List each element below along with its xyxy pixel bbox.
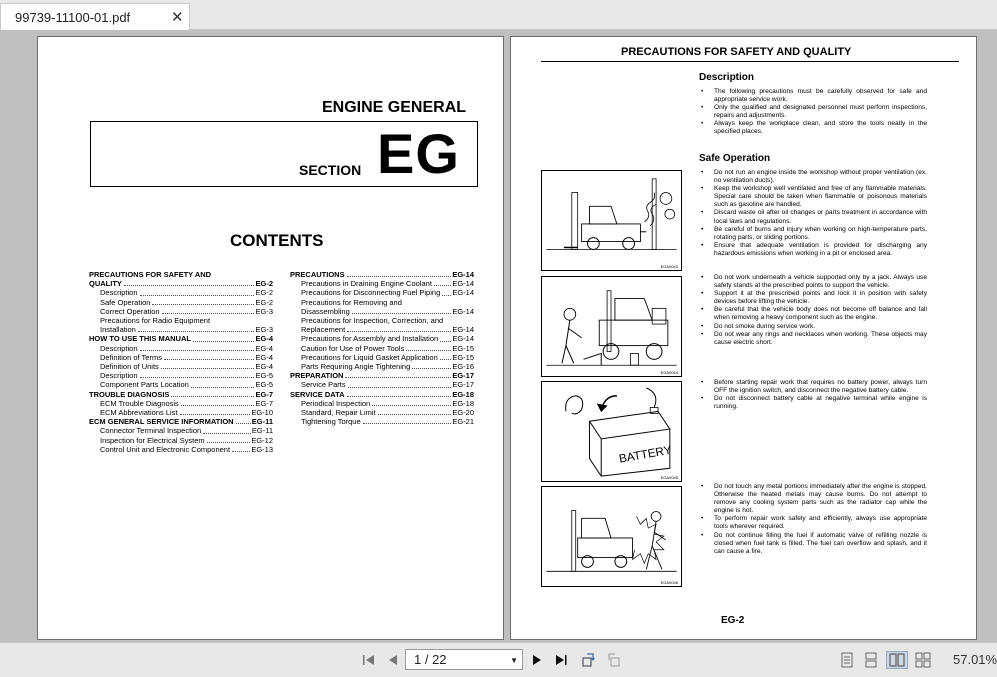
- last-page-icon[interactable]: [552, 651, 570, 669]
- bullet-icon: •: [701, 306, 704, 314]
- previous-page-icon[interactable]: [384, 651, 402, 669]
- figure-code: EGA0045: [660, 475, 678, 480]
- toc-entry-page: EG-14: [452, 270, 474, 279]
- toc-entry[interactable]: [89, 334, 273, 343]
- toc-entry-title: Precautions for Inspection, Correction, and: [301, 316, 444, 326]
- toc-entry[interactable]: [290, 307, 474, 316]
- toc-entry-page: EG-18: [452, 389, 474, 399]
- toc-entry-title: Precautions for Liquid Gasket Application: [301, 352, 438, 362]
- bullet-text: Keep the workshop well ventilated and free of any flammable materials. Special care should be taken when flammable or poisonous materials such as gasoline are handled.: [714, 185, 927, 209]
- toc-entry-page: EG-18: [452, 398, 474, 408]
- battery-label: BATTERY: [618, 443, 673, 466]
- toc-entry-title: ECM Abbreviations List: [100, 408, 178, 418]
- toc-entry[interactable]: [89, 344, 273, 353]
- bullet-item: [701, 88, 927, 104]
- toc-leader-dots: [440, 341, 451, 342]
- toc-leader-dots: [124, 285, 255, 286]
- safe-operation-heading: Safe Operation: [699, 153, 771, 164]
- toc-leader-dots: [236, 423, 251, 424]
- contents-heading: CONTENTS: [230, 231, 324, 250]
- toc-leader-dots: [347, 276, 452, 277]
- bullet-text: To perform repair work safely and efficiently, always use appropriate tools wherever required.: [714, 515, 927, 531]
- bullet-text: Do not continue filling the fuel if automatic valve of refilling nozzle is closed when fuel tank is filled. The fuel can overflow and splash, and it can cause a fire.: [714, 531, 927, 555]
- toc-entry-title: Precautions for Disconnecting Fuel Piping: [301, 288, 441, 298]
- two-page-view-icon[interactable]: [886, 651, 908, 669]
- bullet-text: Do not disconnect battery cable at negative terminal while engine is running.: [714, 395, 927, 411]
- toc-entry[interactable]: [89, 417, 273, 426]
- toc-entry-title: Definition of Units: [100, 362, 159, 372]
- bullet-item: [701, 379, 927, 395]
- toc-entry-title: Precautions for Removing and: [301, 297, 402, 307]
- toc-leader-dots: [191, 387, 255, 388]
- toc-leader-dots: [442, 295, 451, 296]
- toc-entry-title: Component Parts Location: [100, 380, 189, 390]
- toc-leader-dots: [140, 377, 255, 378]
- toc-entry-page: EG-7: [255, 398, 273, 408]
- toc-entry-title: Disassembling: [301, 306, 350, 316]
- toc-leader-dots: [162, 313, 255, 314]
- first-page-icon[interactable]: [360, 651, 378, 669]
- toc-entry-title: ECM Trouble Diagnosis: [100, 398, 179, 408]
- toc-leader-dots: [203, 433, 251, 434]
- bullet-icon: •: [701, 515, 704, 523]
- figure-code: EGA0044: [660, 370, 678, 375]
- toc-entry-title: PRECAUTIONS FOR SAFETY AND: [89, 270, 212, 279]
- toc-entry-title: PRECAUTIONS: [290, 270, 345, 279]
- bullet-icon: •: [701, 322, 704, 330]
- bullet-icon: •: [701, 225, 704, 233]
- toc-entry-page: EG-2: [255, 288, 273, 298]
- single-page-view-icon[interactable]: [838, 651, 856, 669]
- toc-entry-page: EG-12: [251, 435, 273, 445]
- bullet-icon: •: [701, 120, 704, 128]
- toc-entry-page: EG-5: [255, 380, 273, 390]
- bullet-icon: •: [701, 330, 704, 338]
- bullet-item: [701, 120, 927, 136]
- toc-leader-dots: [363, 423, 452, 424]
- toc-entry[interactable]: [290, 371, 474, 380]
- bullet-item: [701, 515, 927, 531]
- toc-entry-title: Replacement: [301, 325, 346, 335]
- engine-general-title: ENGINE GENERAL: [322, 99, 467, 116]
- toc-entry[interactable]: [290, 408, 474, 417]
- toc-entry-page: EG-11: [251, 417, 273, 427]
- toc-entry[interactable]: [89, 298, 273, 307]
- toc-leader-dots: [406, 350, 451, 351]
- bullet-text: Discard waste oil after oil changes or parts treatment in accordance with local laws and regulations.: [714, 209, 927, 225]
- toc-entry-title: Periodical Inspection: [301, 398, 371, 408]
- safe-list-2: [701, 274, 927, 347]
- toc-entry-page: EG-10: [251, 408, 273, 418]
- toc-entry-title: Definition of Terms: [100, 352, 162, 362]
- toc-entry-page: EG-4: [255, 334, 273, 344]
- toc-leader-dots: [378, 414, 452, 415]
- toc-entry-title: SERVICE DATA: [290, 389, 345, 399]
- toc-entry-title: Standard, Repair Limit: [301, 408, 376, 418]
- bullet-item: [701, 532, 927, 556]
- toc-entry-page: EG-4: [255, 362, 273, 372]
- toc-entry[interactable]: [290, 316, 474, 325]
- figure-ventilation: [541, 170, 682, 271]
- toc-entry[interactable]: [290, 390, 474, 399]
- bullet-icon: •: [701, 169, 704, 176]
- toc-entry[interactable]: [89, 362, 273, 371]
- toc-entry-title: Precautions for Radio Equipment: [100, 316, 211, 326]
- toc-entry-title: Tightening Torque: [301, 417, 361, 427]
- toc-entry-title: Precautions for Assembly and Installation: [301, 334, 439, 344]
- two-page-continuous-view-icon[interactable]: [914, 651, 932, 669]
- toc-entry-title: Description: [100, 288, 138, 298]
- page-left: [37, 36, 504, 640]
- toc-leader-dots: [152, 304, 254, 305]
- toc-entry-page: EG-15: [452, 343, 474, 353]
- toc-entry-page: EG-14: [452, 325, 474, 335]
- hot-engine-illustration: [542, 487, 681, 586]
- toc-entry[interactable]: [89, 316, 273, 325]
- toc-entry-title: Correct Operation: [100, 306, 160, 316]
- section-code: EG: [377, 122, 460, 185]
- toc-entry-title: Service Parts: [301, 380, 346, 390]
- toc-entry-page: EG-7: [255, 389, 273, 399]
- toc-entry[interactable]: [89, 436, 273, 445]
- bullet-item: [701, 185, 927, 209]
- toc-entry-title: TROUBLE DIAGNOSIS: [89, 389, 170, 399]
- toc-entry-title: HOW TO USE THIS MANUAL: [89, 334, 191, 344]
- toc-leader-dots: [161, 368, 255, 369]
- bullet-icon: •: [701, 104, 704, 112]
- toc-entry-page: EG-15: [452, 352, 474, 362]
- toc-entry-page: EG-13: [251, 444, 273, 454]
- toc-entry[interactable]: [290, 298, 474, 307]
- toc-entry-title: Parts Requiring Angle Tightening: [301, 362, 411, 372]
- document-tab[interactable]: [0, 3, 190, 30]
- bullet-text: Ensure that adequate ventilation is provided for discharging any hazardous emissions when working in a pit or enclosed area.: [714, 241, 927, 257]
- page-right: [510, 36, 977, 640]
- toc-entry-title: Caution for Use of Power Tools: [301, 343, 405, 353]
- figure-code: EGA0043: [660, 264, 678, 269]
- tab-title: 99739-11100-01.pdf: [15, 10, 131, 25]
- toc-entry-title: ECM GENERAL SERVICE INFORMATION: [89, 417, 234, 427]
- bullet-text: Support it at the prescribed points and lock it in position with safety devices before lifting the vehicle.: [714, 290, 927, 306]
- toc-leader-dots: [347, 396, 452, 397]
- bullet-text: Always keep the workplace clean, and store the tools neatly in the specified places.: [714, 120, 927, 136]
- bullet-icon: •: [701, 241, 704, 249]
- tab-bar: [0, 0, 997, 30]
- chevron-down-icon: ▼: [510, 656, 518, 665]
- bullet-icon: •: [701, 185, 704, 193]
- bullet-icon: •: [701, 379, 704, 386]
- battery-illustration: [542, 382, 681, 481]
- toc-leader-dots: [140, 350, 255, 351]
- rotate-left-icon[interactable]: [580, 651, 598, 669]
- bullet-item: [701, 306, 927, 322]
- toc-leader-dots: [164, 359, 255, 360]
- toc-entry[interactable]: [290, 362, 474, 371]
- toc-entry-page: EG-14: [452, 288, 474, 298]
- bullet-icon: •: [701, 395, 704, 403]
- toc-entry[interactable]: [290, 334, 474, 343]
- bullet-item: [701, 483, 927, 515]
- toc-entry-title: Description: [100, 371, 138, 381]
- bullet-icon: •: [701, 88, 704, 95]
- bottom-toolbar: [0, 642, 997, 677]
- toc-entry-page: EG-2: [255, 279, 273, 289]
- toc-entry[interactable]: [290, 399, 474, 408]
- bullet-text: Only the qualified and designated personnel must perform inspections, repairs and adjustments.: [714, 104, 927, 120]
- toc-entry-page: EG-14: [452, 334, 474, 344]
- vehicle-jack-illustration: [542, 277, 681, 376]
- toc-leader-dots: [347, 331, 451, 332]
- section-word: SECTION: [299, 162, 362, 178]
- toc-entry-page: EG-14: [452, 306, 474, 316]
- toc-entry[interactable]: [290, 288, 474, 297]
- toc-leader-dots: [348, 387, 452, 388]
- bullet-text: The following precautions must be carefully observed for safe and appropriate service work.: [714, 88, 927, 104]
- toc-entry-title: Control Unit and Electronic Component: [100, 444, 231, 454]
- bullet-item: [701, 209, 927, 225]
- toc-entry-title: Inspection for Electrical System: [100, 435, 205, 445]
- figure-battery: [541, 381, 682, 482]
- bullet-item: [701, 104, 927, 120]
- bullet-item: [701, 323, 927, 331]
- bullet-icon: •: [701, 531, 704, 539]
- bullet-item: [701, 226, 927, 242]
- bullet-text: Do not run an engine inside the workshop without proper ventilation (ex. no ventilation ducts).: [714, 169, 927, 185]
- toc-entry-page: EG-14: [452, 279, 474, 289]
- toc-entry-page: EG-17: [452, 371, 474, 381]
- bullet-icon: •: [701, 483, 704, 490]
- safe-list-3: [701, 379, 927, 411]
- toc-entry-title: Safe Operation: [100, 297, 151, 307]
- toc-leader-dots: [412, 368, 451, 369]
- toc-leader-dots: [193, 341, 255, 342]
- toc-entry[interactable]: [290, 325, 474, 334]
- toc-entry-title: Description: [100, 343, 138, 353]
- toc-entry[interactable]: [89, 390, 273, 399]
- toc-leader-dots: [232, 451, 250, 452]
- toc-leader-dots: [440, 359, 452, 360]
- toc-column-1: [89, 270, 273, 454]
- toc-entry-title: PREPARATION: [290, 371, 344, 381]
- bullet-item: [701, 395, 927, 411]
- toc-entry[interactable]: [290, 353, 474, 362]
- toc-entry[interactable]: [89, 307, 273, 316]
- bullet-text: Be careful of burns and injury when working on high-temperature parts, rotating parts, or sliding portions.: [714, 225, 927, 241]
- toc-leader-dots: [207, 442, 251, 443]
- bullet-item: [701, 331, 927, 347]
- bullet-text: Before starting repair work that requires no battery power, always turn OFF the ignition switch, and disconnect the negative battery cable.: [714, 379, 927, 395]
- toc-entry[interactable]: [290, 380, 474, 389]
- close-icon[interactable]: ✕: [171, 9, 184, 26]
- bullet-icon: •: [701, 209, 704, 217]
- figure-jack-stands: [541, 276, 682, 377]
- toc-entry[interactable]: [89, 270, 273, 279]
- toc-entry[interactable]: [89, 288, 273, 297]
- toc-entry-page: EG-11: [251, 426, 273, 436]
- toc-entry[interactable]: [89, 399, 273, 408]
- header-rule: [541, 61, 959, 62]
- toc-entry-page: EG-4: [255, 343, 273, 353]
- figure-code: EGA0046: [660, 580, 678, 585]
- toc-entry-page: EG-3: [255, 306, 273, 316]
- toc-entry-page: EG-5: [255, 371, 273, 381]
- page-selector-value: 1 / 22: [414, 652, 447, 667]
- toc-entry-page: EG-3: [255, 325, 273, 335]
- forklift-exhaust-illustration: [542, 171, 681, 270]
- toc-entry[interactable]: [290, 417, 474, 426]
- bullet-item: [701, 274, 927, 290]
- toc-entry-title: Connector Terminal Inspection: [100, 426, 202, 436]
- toc-entry[interactable]: [290, 279, 474, 288]
- toc-entry[interactable]: [89, 408, 273, 417]
- document-viewer[interactable]: [0, 30, 997, 642]
- page-selector[interactable]: [405, 649, 523, 670]
- toc-entry[interactable]: [89, 325, 273, 334]
- toc-entry[interactable]: [89, 380, 273, 389]
- toc-entry[interactable]: [89, 371, 273, 380]
- toc-entry-page: EG-4: [255, 352, 273, 362]
- bullet-icon: •: [701, 274, 704, 281]
- toc-entry-title: Precautions in Draining Engine Coolant: [301, 279, 432, 289]
- toc-entry-page: EG-2: [255, 297, 273, 307]
- next-page-icon[interactable]: [528, 651, 546, 669]
- description-heading: Description: [699, 72, 755, 83]
- bullet-text: Do not wear any rings and necklaces when working. These objects may cause electric short.: [714, 330, 927, 346]
- continuous-view-icon[interactable]: [862, 651, 880, 669]
- toc-entry[interactable]: [89, 426, 273, 435]
- toc-column-2: [290, 270, 474, 426]
- toc-entry-page: EG-16: [452, 362, 474, 372]
- toc-entry[interactable]: [89, 279, 273, 288]
- page-header: PRECAUTIONS FOR SAFETY AND QUALITY: [621, 46, 852, 58]
- section-box: [90, 121, 478, 187]
- safe-list-4: [701, 483, 927, 556]
- toc-leader-dots: [345, 377, 451, 378]
- page-number: EG-2: [721, 615, 745, 626]
- toc-leader-dots: [171, 396, 254, 397]
- bullet-text: Do not work underneath a vehicle supported only by a jack. Always use safety stands at the prescribed points to support the vehicle.: [714, 274, 927, 290]
- bullet-item: [701, 290, 927, 306]
- description-list: [701, 88, 927, 137]
- toc-entry[interactable]: [89, 445, 273, 454]
- toc-entry-page: EG-21: [452, 417, 474, 427]
- bullet-text: Be careful that the vehicle body does not become off balance and fall when removing a heavy component such as the engine.: [714, 306, 927, 322]
- toc-leader-dots: [372, 405, 451, 406]
- toc-leader-dots: [138, 331, 255, 332]
- safe-list-1: [701, 169, 927, 258]
- bullet-icon: •: [701, 290, 704, 298]
- toc-entry[interactable]: [290, 344, 474, 353]
- bullet-item: [701, 169, 927, 185]
- toc-entry-title: Installation: [100, 325, 136, 335]
- toc-entry-title: QUALITY: [89, 279, 122, 289]
- bullet-item: [701, 242, 927, 258]
- toc-leader-dots: [181, 405, 255, 406]
- toc-leader-dots: [434, 285, 451, 286]
- toc-entry-page: EG-17: [452, 380, 474, 390]
- toc-leader-dots: [352, 313, 452, 314]
- toc-leader-dots: [180, 414, 251, 415]
- bullet-text: Do not touch any metal portions immediately after the engine is stopped. Otherwise the heated metals may cause burns. Do not attempt to remove any cooling system parts such as the radiator cap while the engine is hot.: [714, 483, 927, 515]
- figure-hot-engine: [541, 486, 682, 587]
- toc-entry-page: EG-20: [452, 408, 474, 418]
- rotate-right-icon[interactable]: [604, 651, 622, 669]
- toc-leader-dots: [140, 295, 255, 296]
- toc-entry[interactable]: [290, 270, 474, 279]
- toc-entry[interactable]: [89, 353, 273, 362]
- bullet-text: Do not smoke during service work.: [714, 322, 816, 330]
- zoom-level[interactable]: 57.01%: [953, 652, 997, 667]
